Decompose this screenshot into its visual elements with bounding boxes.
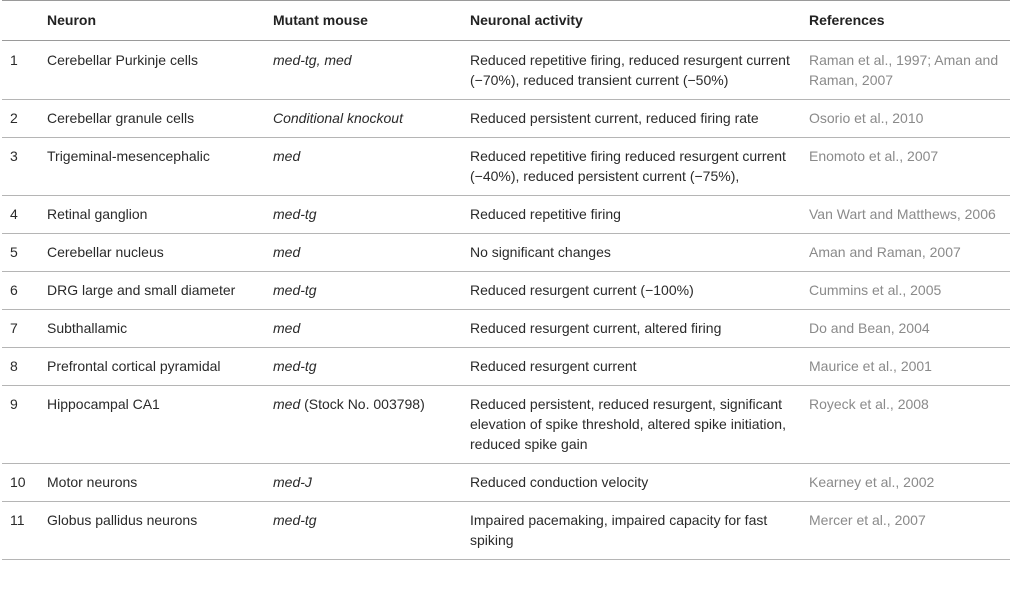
reference-cell: Cummins et al., 2005 (801, 272, 1010, 310)
header-references: References (801, 1, 1010, 41)
mutant-mouse-cell (265, 310, 462, 348)
row-number: 11 (2, 502, 39, 560)
mutant-mouse-cell (265, 502, 462, 560)
row-number: 9 (2, 386, 39, 464)
reference-cell: Maurice et al., 2001 (801, 348, 1010, 386)
header-mutant-mouse: Mutant mouse (265, 1, 462, 41)
table-header-row (2, 1, 1010, 41)
table-row (2, 464, 1010, 502)
table-row (2, 100, 1010, 138)
neuronal-activity-cell: Reduced persistent current, reduced firing rate (462, 100, 801, 138)
neuron-cell: Motor neurons (39, 464, 265, 502)
row-number: 3 (2, 138, 39, 196)
reference-cell: Royeck et al., 2008 (801, 386, 1010, 464)
reference-cell: Enomoto et al., 2007 (801, 138, 1010, 196)
reference-cell: Aman and Raman, 2007 (801, 234, 1010, 272)
neuronal-activity-cell: Reduced resurgent current (462, 348, 801, 386)
table-row (2, 138, 1010, 196)
table-row (2, 234, 1010, 272)
row-number: 7 (2, 310, 39, 348)
neuron-cell: Hippocampal CA1 (39, 386, 265, 464)
neuronal-activity-cell: Impaired pacemaking, impaired capacity for fast spiking (462, 502, 801, 560)
neuronal-activity-cell: Reduced repetitive firing reduced resurgent current (−40%), reduced persistent current (−75%), (462, 138, 801, 196)
mouse-strain: med (273, 244, 301, 260)
mouse-strain-note: (Stock No. 003798) (300, 396, 425, 412)
neuronal-activity-cell: Reduced resurgent current, altered firing (462, 310, 801, 348)
neuronal-activity-cell: Reduced persistent, reduced resurgent, significant elevation of spike threshold, altered spike initiation, reduced spike gain (462, 386, 801, 464)
mouse-strain: med-J (273, 474, 312, 490)
table-row (2, 196, 1010, 234)
table-row (2, 310, 1010, 348)
neuron-cell: Globus pallidus neurons (39, 502, 265, 560)
table-row (2, 41, 1010, 100)
row-number: 2 (2, 100, 39, 138)
reference-cell: Osorio et al., 2010 (801, 100, 1010, 138)
reference-cell: Mercer et al., 2007 (801, 502, 1010, 560)
mouse-strain: med (273, 320, 301, 336)
table-row (2, 272, 1010, 310)
header-neuron: Neuron (39, 1, 265, 41)
mouse-strain: med-tg (273, 206, 317, 222)
mouse-strain: med-tg, med (273, 52, 352, 68)
reference-cell: Kearney et al., 2002 (801, 464, 1010, 502)
neuron-cell: Subthallamic (39, 310, 265, 348)
neuron-cell: Cerebellar nucleus (39, 234, 265, 272)
neuronal-activity-cell: Reduced repetitive firing, reduced resurgent current (−70%), reduced transient current (−50%) (462, 41, 801, 100)
mouse-strain: med-tg (273, 512, 317, 528)
mutant-mouse-cell (265, 464, 462, 502)
mutant-mouse-cell (265, 348, 462, 386)
neuron-cell: DRG large and small diameter (39, 272, 265, 310)
mutant-mouse-cell (265, 196, 462, 234)
header-num (2, 1, 39, 41)
row-number: 4 (2, 196, 39, 234)
table-row (2, 348, 1010, 386)
header-neuronal-activity: Neuronal activity (462, 1, 801, 41)
mouse-strain: med-tg (273, 358, 317, 374)
mouse-strain: med (273, 148, 301, 164)
neuron-cell: Prefrontal cortical pyramidal (39, 348, 265, 386)
mutant-mouse-cell (265, 272, 462, 310)
neuron-cell: Cerebellar Purkinje cells (39, 41, 265, 100)
reference-cell: Do and Bean, 2004 (801, 310, 1010, 348)
row-number: 5 (2, 234, 39, 272)
mutant-mouse-cell (265, 234, 462, 272)
neuronal-activity-cell: No significant changes (462, 234, 801, 272)
neuron-mutant-table (2, 0, 1010, 560)
row-number: 10 (2, 464, 39, 502)
table-row (2, 386, 1010, 464)
table-body (2, 41, 1010, 560)
neuron-cell: Cerebellar granule cells (39, 100, 265, 138)
neuronal-activity-cell: Reduced repetitive firing (462, 196, 801, 234)
table-row (2, 502, 1010, 560)
mutant-mouse-cell (265, 41, 462, 100)
neuronal-activity-cell: Reduced resurgent current (−100%) (462, 272, 801, 310)
mouse-strain: med (273, 396, 301, 412)
neuronal-activity-cell: Reduced conduction velocity (462, 464, 801, 502)
mutant-mouse-cell (265, 386, 462, 464)
mouse-strain: med-tg (273, 282, 317, 298)
row-number: 1 (2, 41, 39, 100)
row-number: 8 (2, 348, 39, 386)
neuron-cell: Trigeminal-mesencephalic (39, 138, 265, 196)
reference-cell: Van Wart and Matthews, 2006 (801, 196, 1010, 234)
row-number: 6 (2, 272, 39, 310)
mouse-strain: Conditional knockout (273, 110, 403, 126)
mutant-mouse-cell (265, 100, 462, 138)
neuron-cell: Retinal ganglion (39, 196, 265, 234)
reference-cell: Raman et al., 1997; Aman and Raman, 2007 (801, 41, 1010, 100)
mutant-mouse-cell (265, 138, 462, 196)
